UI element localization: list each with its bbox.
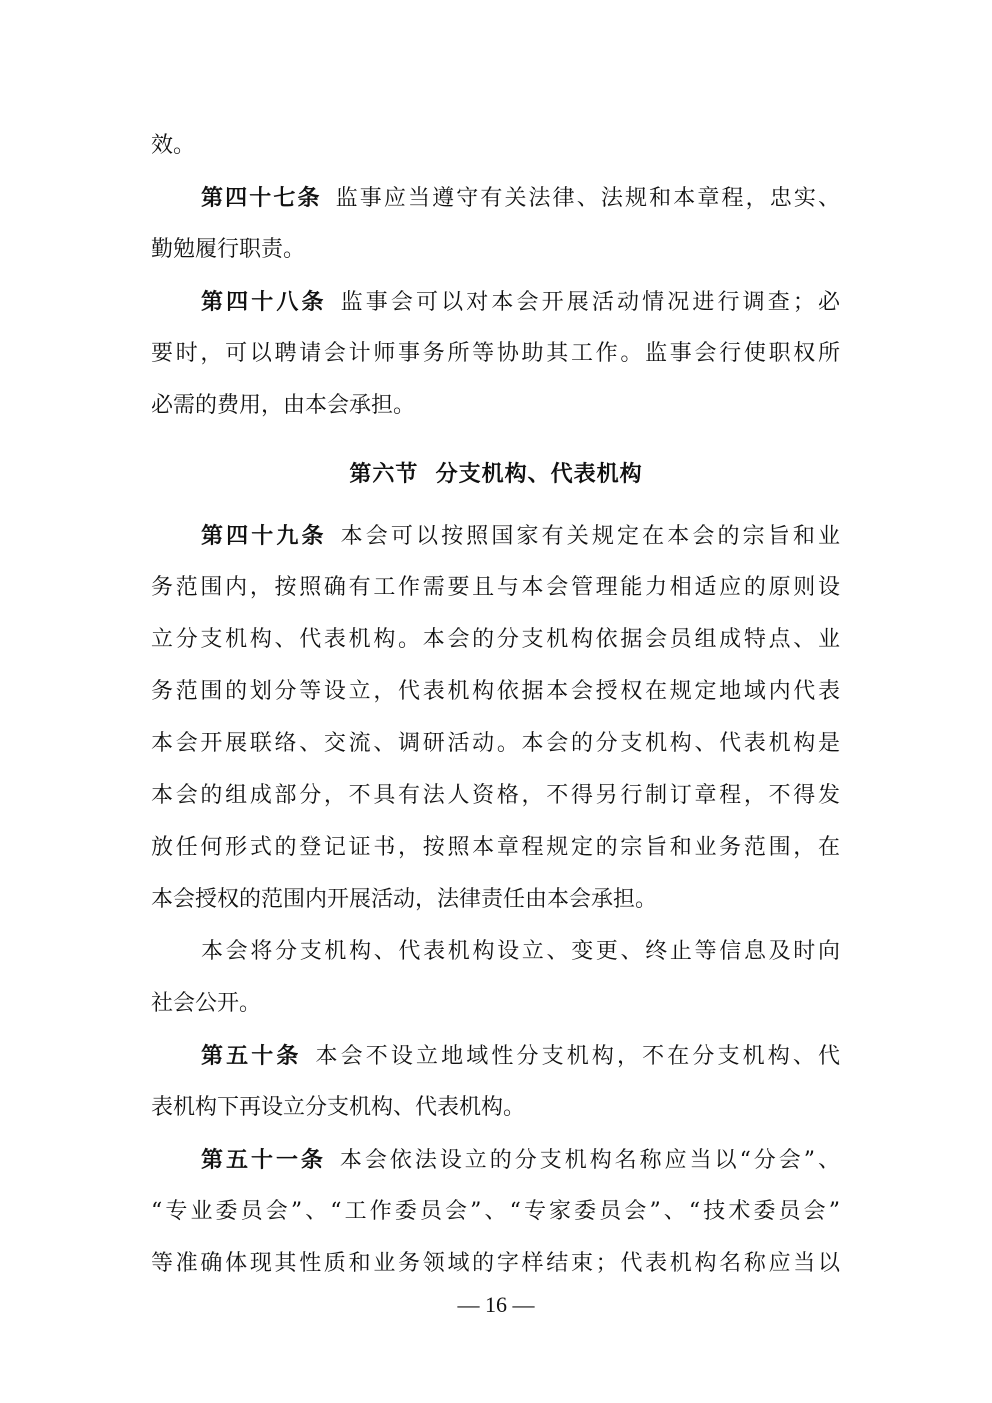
- line-text: 效。: [151, 133, 196, 158]
- text-line: [151, 1250, 840, 1278]
- line-text: 本会的组成部分，不具有法人资格，不得另行制订章程，不得发: [151, 783, 840, 808]
- text-line: [151, 782, 840, 810]
- article-48: [201, 288, 840, 316]
- text-line: [151, 236, 840, 264]
- text-line: [151, 340, 840, 368]
- line-text: 本会将分支机构、代表机构设立、变更、终止等信息及时向: [201, 939, 840, 964]
- article-number: 第四十七条: [201, 185, 322, 211]
- line-text: 本会可以按照国家有关规定在本会的宗旨和业: [340, 524, 840, 549]
- line-text: 等准确体现其性质和业务领域的字样结束；代表机构名称应当以: [151, 1251, 840, 1276]
- text-line: [151, 626, 840, 654]
- article-number: 第四十九条: [201, 523, 327, 549]
- article-number: 第五十条: [201, 1043, 302, 1069]
- text-line: [151, 886, 840, 914]
- text-line: [151, 1094, 840, 1122]
- page-number: — 16 —: [457, 1292, 535, 1317]
- article-51: [201, 1146, 840, 1174]
- text-line: [201, 938, 840, 966]
- article-50: [201, 1042, 840, 1070]
- section-heading: 第六节 分支机构、代表机构: [349, 461, 643, 487]
- line-text: 本会不设立地域性分支机构，不在分支机构、代: [315, 1044, 840, 1069]
- line-text: 社会公开。: [151, 991, 262, 1016]
- line-text: 本会依法设立的分支机构名称应当以“分会”、: [339, 1148, 840, 1173]
- text-line: [151, 392, 840, 420]
- line-text: 表机构下再设立分支机构、代表机构。: [151, 1095, 526, 1120]
- article-number: 第四十八条: [201, 289, 327, 315]
- text-line: [151, 1198, 840, 1226]
- line-text: “专业委员会”、“工作委员会”、“专家委员会”、“技术委员会”: [151, 1199, 840, 1224]
- article-47: [201, 184, 840, 212]
- text-line: [151, 678, 840, 706]
- text-line: [151, 730, 840, 758]
- line-text: 要时，可以聘请会计师事务所等协助其工作。监事会行使职权所: [151, 341, 840, 366]
- text-line: [151, 834, 840, 862]
- line-text: 本会授权的范围内开展活动，法律责任由本会承担。: [151, 887, 658, 912]
- line-text: 务范围内，按照确有工作需要且与本会管理能力相适应的原则设: [151, 575, 840, 600]
- line-text: 必需的费用，由本会承担。: [151, 393, 416, 418]
- article-49: [201, 522, 840, 550]
- article-number: 第五十一条: [201, 1147, 326, 1173]
- line-text: 监事会可以对本会开展活动情况进行调查；必: [340, 290, 840, 315]
- line-text: 本会开展联络、交流、调研活动。本会的分支机构、代表机构是: [151, 731, 840, 756]
- line-text: 勤勉履行职责。: [151, 237, 306, 262]
- line-text: 立分支机构、代表机构。本会的分支机构依据会员组成特点、业: [151, 627, 840, 652]
- text-line: [151, 990, 840, 1018]
- text-line: [151, 132, 840, 160]
- line-text: 务范围的划分等设立，代表机构依据本会授权在规定地域内代表: [151, 679, 840, 704]
- text-line: [151, 574, 840, 602]
- line-text: 监事应当遵守有关法律、法规和本章程，忠实、: [335, 186, 840, 211]
- line-text: 放任何形式的登记证书，按照本章程规定的宗旨和业务范围，在: [151, 835, 840, 860]
